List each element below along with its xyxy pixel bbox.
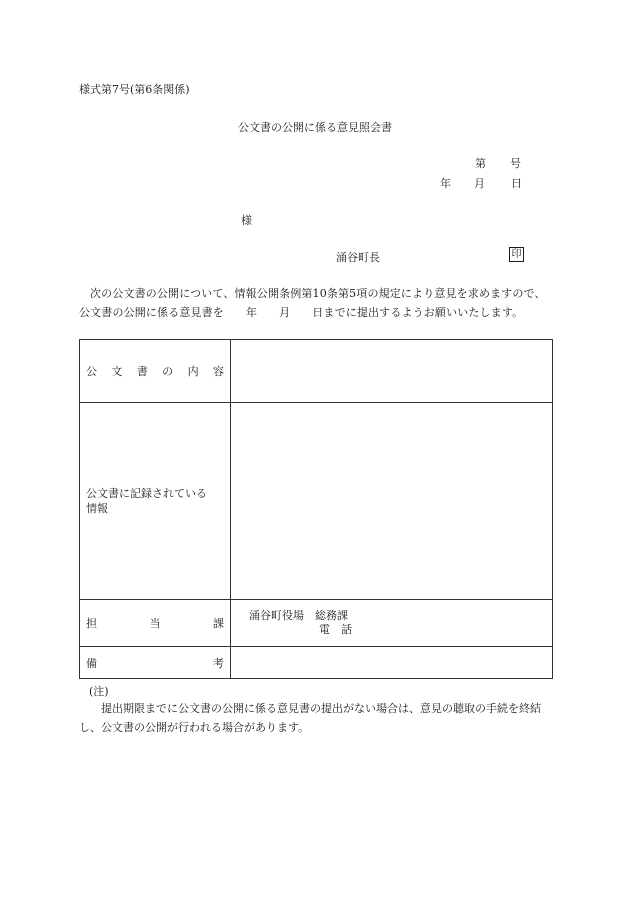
request-text-part1: 次の公文書の公開について、情報公開条例第10条第5項の規定により意見を求めますので、公文書の公開に係る意見書を [79,287,546,319]
document-number-prefix: 第 [475,157,486,170]
label-char: 書 [136,365,148,378]
request-month: 月 [279,306,291,319]
label-document-content [80,340,231,403]
label-char: 当 [149,617,161,630]
section-phone: 電 話 [319,623,352,636]
label-char: 容 [212,365,224,378]
label-recorded-info [80,403,231,600]
table-row-section [80,600,553,647]
value-section [231,600,553,647]
seal-mark: 印 [509,247,524,262]
value-recorded-info[interactable] [231,403,553,600]
label-char: 考 [213,656,224,670]
table-row-content [80,340,553,403]
note-text: 提出期限までに公文書の公開に係る意見書の提出がない場合は、意見の聴取の手続を終結し、公文書の公開が行われる場合があります。 [79,702,541,734]
section-name: 涌谷町役場 総務課 [249,609,348,622]
document-title: 公文書の公開に係る意見照会書 [238,121,392,134]
label-char: 備 [86,656,97,670]
value-remarks[interactable] [231,647,553,679]
addressee-suffix: 様 [241,214,252,227]
label-char: 公 [86,365,97,378]
label-line: 公文書に記録されている [86,487,207,500]
note-heading: (注) [89,685,109,698]
label-char: 課 [213,617,224,630]
sender-name: 涌谷町長 [336,251,380,264]
table-row-info [80,403,553,600]
value-document-content[interactable] [231,340,553,403]
label-remarks [80,647,231,679]
request-paragraph [79,284,553,322]
label-char: 内 [187,365,199,378]
inquiry-table [79,339,553,679]
table-row-remarks [80,647,553,679]
document-number-suffix: 号 [510,157,521,170]
date-month: 月 [474,177,485,190]
date-day: 日 [511,177,522,190]
request-text-part2: 日までに提出するようお願いいたします。 [312,306,524,319]
label-char: 文 [111,365,123,378]
label-char: 担 [86,617,97,630]
label-line: 情報 [86,502,108,515]
label-char: の [162,365,174,378]
form-number: 様式第7号(第6条関係) [79,83,190,96]
label-section [80,600,231,647]
request-year: 年 [245,306,258,319]
date-year: 年 [440,177,451,190]
